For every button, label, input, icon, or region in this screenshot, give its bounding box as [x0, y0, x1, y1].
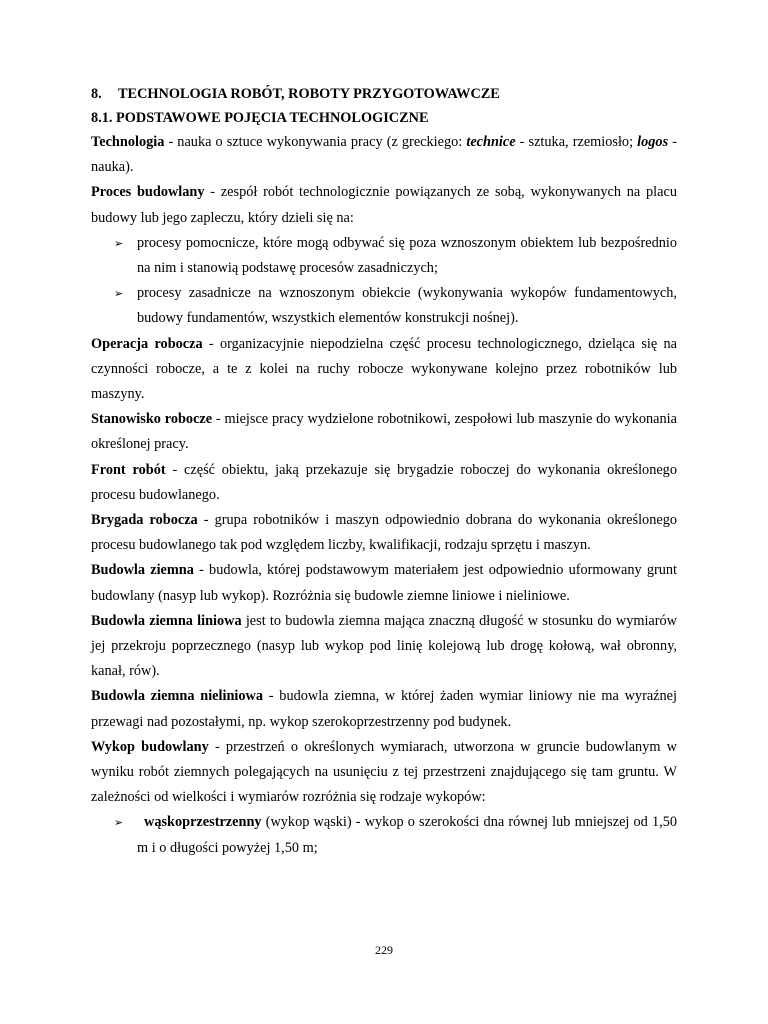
- term-technice: technice: [466, 134, 516, 150]
- term-operacja-robocza: Operacja robocza: [91, 335, 203, 352]
- wykop-list: [91, 810, 677, 860]
- term-budowla-ziemna-liniowa: Budowla ziemna liniowa: [91, 612, 242, 629]
- definition-text: - budowla ziemna, w której żaden wymiar liniowy nie ma wyraźnej przewagi nad pozostałymi, np. wykop szerokoprzestrzenny pod budynek.: [91, 688, 677, 730]
- term-technologia: Technologia: [91, 134, 165, 150]
- definition-operacja-robocza: [91, 332, 677, 408]
- page-content: [91, 82, 677, 861]
- definition-budowla-ziemna-liniowa: [91, 609, 677, 685]
- arrow-bullet-icon: ➢: [114, 236, 124, 250]
- definition-text: - nauka o sztuce wykonywania pracy (z greckiego:: [164, 134, 467, 150]
- definition-text: - nauka).: [91, 134, 677, 176]
- page-number: 229: [375, 943, 393, 957]
- arrow-bullet-icon: ➢: [114, 816, 124, 830]
- definition-text: - sztuka, rzemiosło;: [515, 134, 638, 150]
- list-item: [91, 281, 677, 331]
- chapter-heading: [91, 82, 677, 106]
- definition-proces-budowlany: [91, 180, 677, 230]
- term-stanowisko-robocze: Stanowisko robocze: [91, 411, 213, 428]
- list-item: [91, 810, 677, 860]
- chapter-number: 8.: [91, 86, 102, 102]
- definition-wykop-budowlany: [91, 735, 677, 811]
- term-front-robot: Front robót: [91, 461, 166, 478]
- list-item-text: procesy pomocnicze, które mogą odbywać się poza wznoszonym obiektem lub bezpośrednio na nim i stanowią podstawę procesów zasadniczych;: [137, 234, 677, 277]
- proces-list: [91, 231, 677, 332]
- term-logos: logos: [637, 134, 669, 150]
- term-waskoprzestrzenny: wąskoprzestrzenny: [144, 814, 262, 831]
- definition-brygada-robocza: [91, 508, 677, 558]
- list-item-text: (wykop wąski) - wykop o szerokości dna równej lub mniejszej od 1,50 m i o długości powyżej 1,50 m;: [137, 814, 677, 856]
- definition-budowla-ziemna: [91, 558, 677, 608]
- definition-text: - miejsce pracy wydzielone robotnikowi, zespołowi lub maszynie do wykonania określonej pracy.: [91, 411, 677, 453]
- chapter-title: TECHNOLOGIA ROBÓT, ROBOTY PRZYGOTOWAWCZE: [118, 86, 500, 102]
- definition-front-robot: [91, 458, 677, 508]
- definition-text: - przestrzeń o określonych wymiarach, utworzona w gruncie budowlanym w wyniku robót ziemnych polegających na usunięciu z tej przestrzeni znajdującego się tam gruntu. W zależności od wielkości i wymiarów rozróżnia się rodzaje wykopów:: [91, 738, 677, 806]
- definition-stanowisko-robocze: [91, 407, 677, 457]
- term-budowla-ziemna-nieliniowa: Budowla ziemna nieliniowa: [91, 688, 263, 705]
- definition-text: - część obiektu, jaką przekazuje się brygadzie roboczej do wykonania określonego procesu budowlanego.: [91, 461, 677, 503]
- definition-text: - grupa robotników i maszyn odpowiednio dobrana do wykonania określonego procesu budowlanego tak pod względem liczby, kwalifikacji, rodzaju sprzętu i maszyn.: [91, 512, 677, 554]
- definition-budowla-ziemna-nieliniowa: [91, 684, 677, 734]
- list-item-text: procesy zasadnicze na wznoszonym obiekcie (wykonywania wykopów fundamentowych, budowy fundamentów, wszystkich elementów konstrukcji nośnej).: [137, 285, 677, 327]
- definition-text: - organizacyjnie niepodzielna część procesu technologicznego, dzieląca się na czynności robocze, a te z kolei na ruchy robocze wykonywane kolejno przez robotników lub maszyny.: [91, 335, 677, 403]
- term-wykop-budowlany: Wykop budowlany: [91, 738, 209, 755]
- term-budowla-ziemna: Budowla ziemna: [91, 562, 194, 579]
- term-proces-budowlany: Proces budowlany: [91, 184, 205, 201]
- section-heading: 8.1. PODSTAWOWE POJĘCIA TECHNOLOGICZNE: [91, 110, 429, 126]
- arrow-bullet-icon: ➢: [114, 287, 124, 301]
- definition-text: - zespół robót technologicznie powiązanych ze sobą, wykonywanych na placu budowy lub jego zapleczu, który dzieli się na:: [91, 184, 677, 226]
- definition-technologia: [91, 130, 677, 180]
- list-item: [91, 231, 677, 281]
- definition-text: jest to budowla ziemna mająca znaczną długość w stosunku do wymiarów jej przekroju poprzecznego (nasyp lub wykop pod linię kolejową lub drogę kołową, wał obronny, kanał, rów).: [91, 612, 678, 680]
- definition-text: - budowla, której podstawowym materiałem jest odpowiednio uformowany grunt budowlany (nasyp lub wykop). Rozróżnia się budowle ziemne liniowe i nieliniowe.: [91, 562, 677, 604]
- term-brygada-robocza: Brygada robocza: [91, 512, 198, 529]
